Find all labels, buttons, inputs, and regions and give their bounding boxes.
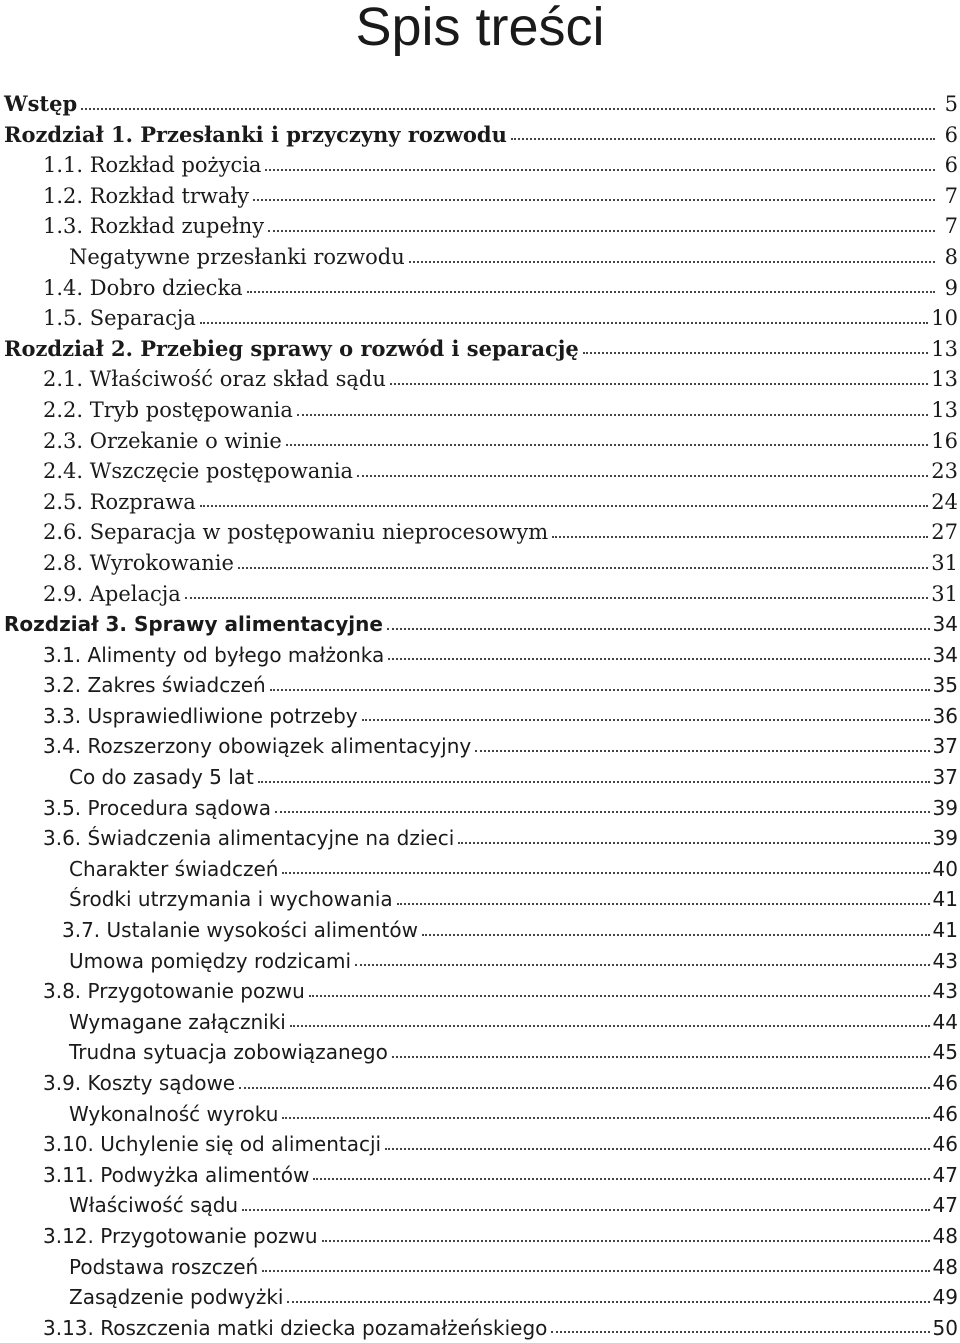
toc-entry[interactable]	[0, 1037, 960, 1068]
toc-entry[interactable]	[0, 1221, 960, 1252]
toc-entry[interactable]	[0, 242, 960, 273]
toc-entry-title: 2.3. Orzekanie o winie	[43, 428, 282, 453]
toc-entry-title: Rozdział 3. Sprawy alimentacyjne	[4, 612, 383, 637]
toc-entry-title: 3.1. Alimenty od byłego małżonka	[43, 642, 385, 667]
toc-entry-title: Zasądzenie podwyżki	[69, 1285, 284, 1310]
toc-entry[interactable]	[0, 670, 960, 701]
dot-leader	[357, 475, 928, 477]
toc-entry-page: 46	[932, 1071, 958, 1095]
toc-entry-title: 3.4. Rozszerzony obowiązek alimentacyjny	[43, 734, 472, 759]
toc-entry[interactable]	[0, 915, 960, 946]
toc-entry[interactable]	[0, 1313, 960, 1343]
toc-entry-title: Rozdział 2. Przebieg sprawy o rozwód i separację	[4, 335, 579, 361]
toc-entry[interactable]	[0, 1129, 960, 1160]
toc-entry-page: 41	[932, 918, 958, 943]
toc-entry-title: Trudna sytuacja zobowiązanego	[69, 1040, 388, 1065]
toc-entry[interactable]	[0, 884, 960, 915]
toc-entry[interactable]	[0, 181, 960, 212]
toc-entry-title: Wymagane załączniki	[69, 1009, 286, 1034]
toc-entry-page: 13	[931, 397, 958, 422]
toc-entry-title: 2.5. Rozprawa	[43, 489, 196, 514]
toc-entry-page: 8	[944, 244, 958, 269]
dot-leader	[262, 1270, 929, 1272]
toc-entry-title: Charakter świadczeń	[69, 856, 279, 881]
toc-entry-page: 27	[931, 520, 958, 545]
toc-entry-title: 3.3. Usprawiedliwione potrzeby	[43, 703, 358, 728]
toc-entry-title: 2.9. Apelacja	[43, 581, 181, 606]
toc-entry[interactable]	[0, 854, 960, 885]
toc-entry-title: 1.5. Separacja	[43, 306, 196, 331]
dot-leader	[409, 261, 935, 263]
toc-entry-page: 49	[932, 1285, 958, 1310]
toc-entry[interactable]	[0, 517, 960, 548]
dot-leader	[185, 597, 928, 599]
toc-entry-page: 6	[944, 122, 958, 147]
toc-entry-page: 5	[944, 92, 958, 116]
toc-entry[interactable]	[0, 273, 960, 304]
dot-leader	[275, 811, 930, 813]
toc-entry-page: 45	[932, 1040, 958, 1065]
toc-entry-title: 1.2. Rozkład trwały	[43, 183, 250, 208]
toc-entry[interactable]	[0, 120, 960, 151]
toc-entry-page: 47	[932, 1162, 958, 1187]
toc-entry-page: 48	[932, 1223, 958, 1248]
toc-entry[interactable]	[0, 303, 960, 334]
toc-entry-page: 35	[932, 673, 958, 698]
dot-leader	[355, 964, 929, 966]
toc-entry-title: 3.5. Procedura sądowa	[43, 795, 271, 820]
dot-leader	[282, 1117, 929, 1119]
dot-leader	[238, 567, 928, 569]
toc-entry-page: 10	[931, 306, 958, 331]
dot-leader	[286, 444, 929, 446]
toc-entry-page: 37	[932, 734, 958, 759]
toc-entry-title: 3.11. Podwyżka alimentów	[43, 1162, 310, 1187]
toc-entry[interactable]	[0, 609, 960, 640]
toc-entry-title: Negatywne przesłanki rozwodu	[69, 244, 405, 269]
toc-entry-title: Rozdział 1. Przesłanki i przyczyny rozwodu	[4, 121, 507, 147]
toc-entry-page: 16	[931, 428, 958, 453]
dot-leader	[270, 689, 930, 691]
dot-leader	[200, 322, 928, 324]
toc-entry[interactable]	[0, 364, 960, 395]
toc-entry-page: 7	[944, 183, 958, 208]
toc-entry-page: 24	[931, 489, 958, 514]
toc-entry-page: 50	[932, 1315, 958, 1340]
toc-entry[interactable]	[0, 640, 960, 671]
dot-leader	[388, 658, 929, 660]
toc-entry-title: Podstawa roszczeń	[69, 1254, 259, 1279]
toc-entry-title: 3.9. Koszty sądowe	[43, 1071, 236, 1095]
dot-leader	[239, 1087, 929, 1089]
toc-entry-title: Właściwość sądu	[69, 1193, 239, 1218]
toc-entry[interactable]	[0, 762, 960, 793]
toc-entry-title: 2.4. Wszczęcie postępowania	[43, 459, 354, 484]
toc-entry[interactable]	[0, 456, 960, 487]
toc-entry-title: 1.3. Rozkład zupełny	[43, 214, 265, 239]
toc-entry[interactable]	[0, 579, 960, 610]
dot-leader	[392, 1056, 930, 1058]
dot-leader	[309, 995, 930, 997]
dot-leader	[583, 352, 929, 354]
toc-entry[interactable]	[0, 793, 960, 824]
toc-entry-title: Co do zasady 5 lat	[69, 765, 254, 790]
toc-entry-title: 3.10. Uchylenie się od alimentacji	[43, 1132, 382, 1157]
dot-leader	[290, 1025, 930, 1027]
toc-entry-page: 48	[932, 1254, 958, 1279]
dot-leader	[265, 169, 935, 171]
toc-entry[interactable]	[0, 548, 960, 579]
dot-leader	[511, 138, 935, 140]
toc-entry[interactable]	[0, 426, 960, 457]
toc-entry[interactable]	[0, 1099, 960, 1130]
toc-entry-page: 39	[932, 795, 958, 820]
dot-leader	[552, 536, 928, 538]
toc-entry-title: 3.7. Ustalanie wysokości alimentów	[62, 918, 418, 943]
toc-entry-page: 46	[932, 1101, 958, 1126]
toc-entry-title: 2.6. Separacja w postępowaniu nieprocesowym	[43, 520, 549, 545]
toc-entry-page: 39	[932, 826, 958, 851]
toc-entry-title: 1.4. Dobro dziecka	[43, 275, 243, 300]
toc-entry-page: 34	[932, 612, 958, 637]
dot-leader	[385, 1148, 929, 1150]
dot-leader	[397, 903, 930, 905]
toc-entry[interactable]	[0, 89, 960, 120]
toc-entry[interactable]	[0, 823, 960, 854]
dot-leader	[322, 1240, 930, 1242]
toc-entry-title: Środki utrzymania i wychowania	[69, 887, 393, 912]
toc-entry-page: 43	[932, 979, 958, 1004]
toc-entry[interactable]	[0, 701, 960, 732]
dot-leader	[242, 1209, 929, 1211]
dot-leader	[282, 872, 929, 874]
toc-entry-page: 6	[944, 153, 958, 178]
toc-entry-title: 3.12. Przygotowanie pozwu	[43, 1223, 318, 1248]
toc-entry-page: 44	[932, 1009, 958, 1034]
dot-leader	[387, 628, 930, 630]
toc-entry-title: 2.1. Właściwość oraz skład sądu	[43, 367, 386, 392]
toc-entry-page: 47	[932, 1193, 958, 1218]
toc-entry-title: 1.1. Rozkład pożycia	[43, 153, 262, 178]
table-of-contents	[0, 89, 960, 1343]
toc-entry-page: 7	[944, 214, 958, 239]
toc-entry-page: 37	[932, 765, 958, 790]
toc-entry-title: 3.2. Zakres świadczeń	[43, 673, 266, 698]
dot-leader	[422, 934, 930, 936]
toc-entry[interactable]	[0, 211, 960, 242]
dot-leader	[268, 230, 935, 232]
toc-entry-page: 31	[931, 581, 958, 606]
toc-entry[interactable]	[0, 976, 960, 1007]
toc-entry[interactable]	[0, 1190, 960, 1221]
dot-leader	[390, 383, 928, 385]
toc-entry[interactable]	[0, 487, 960, 518]
toc-entry-page: 23	[931, 459, 958, 484]
toc-entry-page: 40	[932, 856, 958, 881]
toc-entry[interactable]	[0, 1007, 960, 1038]
toc-entry[interactable]	[0, 334, 960, 365]
dot-leader	[313, 1178, 929, 1180]
dot-leader	[297, 414, 928, 416]
toc-entry-title: 2.2. Tryb postępowania	[43, 397, 293, 422]
toc-entry-title: 2.8. Wyrokowanie	[43, 550, 234, 575]
dot-leader	[362, 719, 930, 721]
toc-entry-page: 34	[932, 642, 958, 667]
toc-entry[interactable]	[0, 1252, 960, 1283]
toc-entry[interactable]	[0, 395, 960, 426]
dot-leader	[458, 842, 929, 844]
toc-entry-page: 41	[932, 887, 958, 912]
dot-leader	[81, 108, 935, 110]
toc-entry[interactable]	[0, 731, 960, 762]
toc-entry-page: 36	[932, 703, 958, 728]
dot-leader	[253, 199, 935, 201]
toc-entry[interactable]	[0, 1068, 960, 1099]
toc-entry[interactable]	[0, 1282, 960, 1313]
toc-entry[interactable]	[0, 946, 960, 977]
page-title: Spis treści	[355, 0, 605, 57]
toc-entry-title: Wykonalność wyroku	[69, 1101, 279, 1126]
toc-entry-page: 46	[932, 1132, 958, 1157]
dot-leader	[258, 781, 930, 783]
toc-entry-page: 43	[932, 948, 958, 973]
toc-entry-page: 13	[931, 367, 958, 392]
toc-entry-page: 31	[931, 550, 958, 575]
dot-leader	[247, 291, 935, 293]
dot-leader	[200, 505, 929, 507]
toc-entry-title: Umowa pomiędzy rodzicami	[69, 948, 352, 973]
toc-entry-page: 13	[931, 336, 958, 361]
toc-entry-title: 3.13. Roszczenia matki dziecka pozamałżeńskiego	[43, 1315, 548, 1340]
toc-entry-title: 3.8. Przygotowanie pozwu	[43, 979, 305, 1004]
toc-entry-page: 9	[944, 275, 958, 300]
toc-entry[interactable]	[0, 1160, 960, 1191]
dot-leader	[475, 750, 929, 752]
toc-entry-title: 3.6. Świadczenia alimentacyjne na dzieci	[43, 826, 455, 851]
toc-entry[interactable]	[0, 150, 960, 181]
toc-entry-title: Wstęp	[4, 91, 78, 116]
dot-leader	[287, 1301, 929, 1303]
